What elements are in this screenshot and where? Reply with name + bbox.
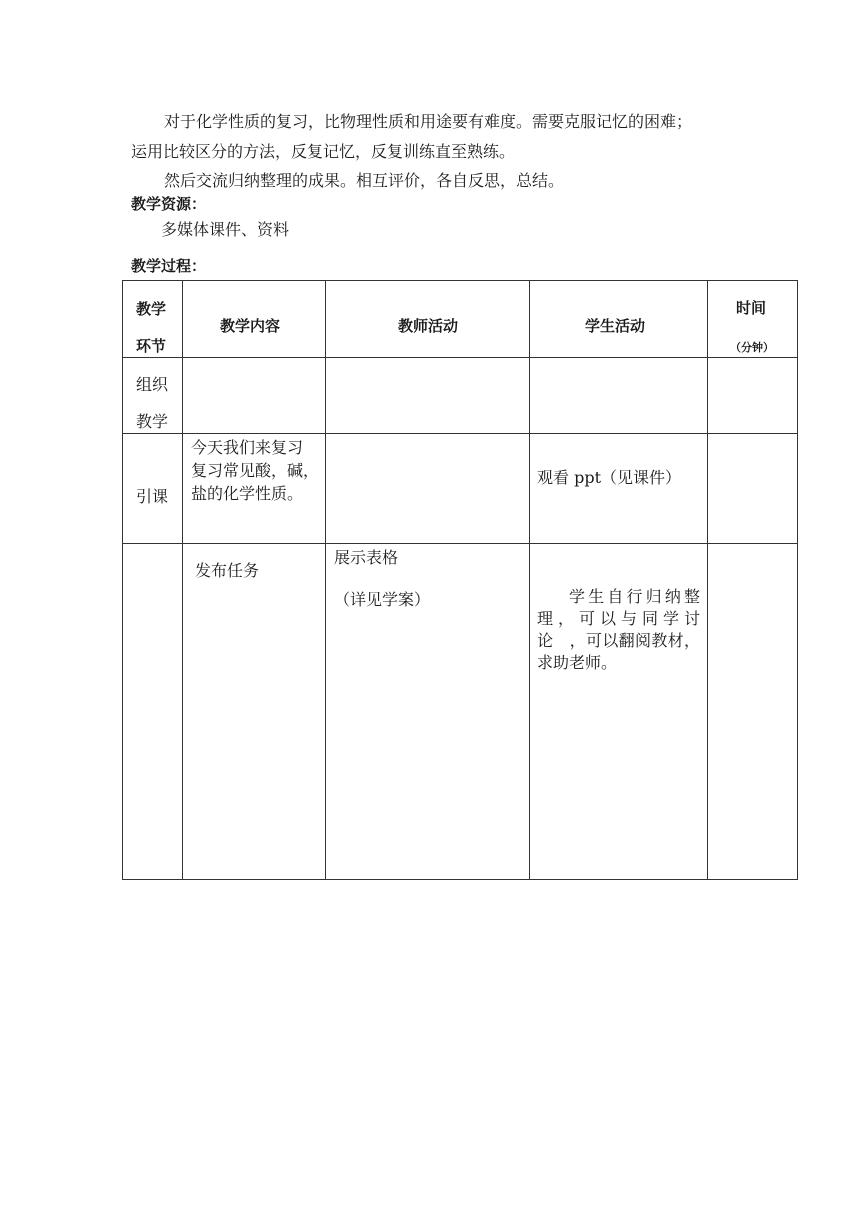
header-time — [708, 281, 798, 358]
table-row — [123, 358, 798, 434]
intro-line-2: 运用比较区分的方法，反复记忆，反复训练直至熟练。 — [131, 142, 516, 161]
row1-teacher — [326, 358, 530, 434]
row2-stage — [123, 434, 183, 544]
row3-student-line1: 学生自行归纳整 — [569, 587, 700, 606]
row3-teacher — [326, 544, 530, 880]
row3-student-line2: 理，可以与同学讨 — [537, 609, 700, 628]
intro-line-1: 对于化学性质的复习，比物理性质和用途要有难度。需要克服记忆的困难； — [164, 112, 693, 131]
header-time-unit: （分钟） — [730, 341, 774, 354]
row2-content-line2: 复习常见酸，碱， — [191, 461, 320, 480]
table-row — [123, 434, 798, 544]
header-time-label: 时间 — [736, 299, 767, 317]
intro-line-3: 然后交流归纳整理的成果。相互评价，各自反思，总结。 — [164, 171, 565, 190]
row2-time — [708, 434, 798, 544]
row3-student — [530, 544, 708, 880]
row1-time — [708, 358, 798, 434]
header-student — [530, 281, 708, 358]
row2-content — [183, 434, 326, 544]
row3-content-text: 发布任务 — [195, 561, 260, 580]
row2-content-line3: 盐的化学性质。 — [191, 484, 304, 503]
row1-content — [183, 358, 326, 434]
header-stage — [123, 281, 183, 358]
header-teacher-label: 教师活动 — [398, 317, 459, 335]
row3-student-text — [537, 586, 700, 674]
header-stage-line1: 教学 — [136, 300, 167, 318]
row3-student-line3: 论 ，可以翻阅教材， — [537, 631, 700, 650]
row3-teacher-line2: （详见学案） — [334, 590, 431, 609]
row1-stage — [123, 358, 183, 434]
row3-content — [183, 544, 326, 880]
row2-student-text: 观看 ppt（见课件） — [537, 468, 682, 487]
header-stage-line2: 环节 — [136, 337, 167, 355]
header-teacher — [326, 281, 530, 358]
lesson-plan-table — [122, 280, 798, 880]
row3-time — [708, 544, 798, 880]
header-content-label: 教学内容 — [220, 317, 281, 335]
row1-stage-line2: 教学 — [136, 412, 169, 431]
row1-student — [530, 358, 708, 434]
header-student-label: 学生活动 — [585, 317, 646, 335]
row2-stage-label: 引课 — [136, 487, 169, 506]
process-heading: 教学过程： — [131, 257, 207, 275]
row3-stage — [123, 544, 183, 880]
row3-teacher-line1: 展示表格 — [334, 548, 399, 567]
table-row — [123, 544, 798, 880]
resources-heading: 教学资源： — [131, 195, 207, 213]
resources-content: 多媒体课件、资料 — [161, 220, 290, 239]
table-header-row — [123, 281, 798, 358]
row2-teacher — [326, 434, 530, 544]
header-content — [183, 281, 326, 358]
row2-content-line1: 今天我们来复习 — [191, 438, 304, 457]
row1-stage-line1: 组织 — [136, 375, 169, 394]
row2-student — [530, 434, 708, 544]
row3-student-line4: 求助老师。 — [537, 653, 618, 672]
